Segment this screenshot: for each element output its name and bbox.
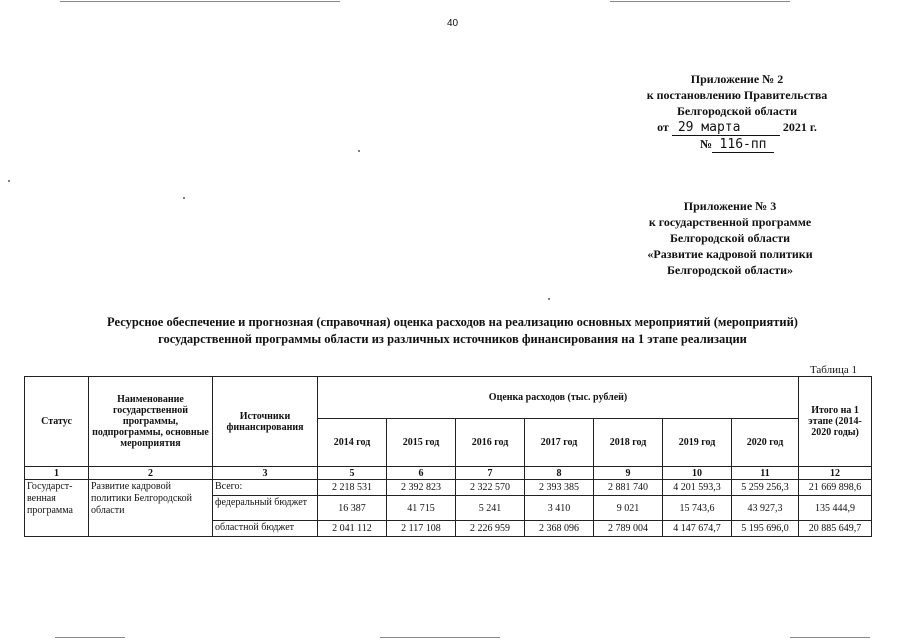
appendix-3-line: Белгородской области» <box>666 263 794 277</box>
handwritten-date: 29 марта <box>672 121 780 136</box>
header-year: 2018 год <box>594 419 663 467</box>
total-cell: 20 885 649,7 <box>799 521 872 537</box>
table-caption: Таблица 1 <box>809 364 857 376</box>
value-cell: 2 368 096 <box>525 521 594 537</box>
value-cell: 4 147 674,7 <box>663 521 732 537</box>
scan-speck <box>358 150 360 152</box>
appendix-2-title: Приложение № 2 <box>690 72 784 86</box>
value-cell: 43 927,3 <box>732 496 799 521</box>
appendix-3-line: к государственной программе <box>648 215 812 229</box>
value-cell: 2 041 112 <box>318 521 387 537</box>
header-status: Статус <box>25 377 89 467</box>
date-suffix: 2021 г. <box>782 120 817 134</box>
header-year: 2019 год <box>663 419 732 467</box>
value-cell: 2 881 740 <box>594 480 663 496</box>
value-cell: 3 410 <box>525 496 594 521</box>
table-row <box>25 480 872 496</box>
column-number: 1 <box>25 467 89 480</box>
number-prefix: № <box>699 137 713 151</box>
column-number: 11 <box>732 467 799 480</box>
value-cell: 16 387 <box>318 496 387 521</box>
value-cell: 41 715 <box>387 496 456 521</box>
column-number: 8 <box>525 467 594 480</box>
column-number: 12 <box>799 467 872 480</box>
budget-table <box>24 376 872 537</box>
header-year: 2014 год <box>318 419 387 467</box>
scan-artifact <box>790 637 870 638</box>
value-cell: 2 789 004 <box>594 521 663 537</box>
scan-artifact <box>55 637 125 638</box>
column-number: 7 <box>456 467 525 480</box>
value-cell: 5 195 696,0 <box>732 521 799 537</box>
scan-artifact <box>60 1 340 2</box>
header-year: 2017 год <box>525 419 594 467</box>
source-cell: областной бюджет <box>213 521 318 537</box>
value-cell: 2 117 108 <box>387 521 456 537</box>
appendix-2-line: Белгородской области <box>676 104 798 118</box>
appendix-2-block <box>597 71 877 153</box>
header-year: 2016 год <box>456 419 525 467</box>
scan-speck <box>183 197 185 199</box>
header-estimate: Оценка расходов (тыс. рублей) <box>318 377 799 419</box>
date-prefix: от <box>657 120 669 134</box>
value-cell: 2 322 570 <box>456 480 525 496</box>
appendix-3-line: «Развитие кадровой политики <box>647 247 813 261</box>
title-line-1: Ресурсное обеспечение и прогнозная (справочная) оценка расходов на реализацию основных мероприятий (мероприятий) <box>107 315 798 329</box>
program-name-cell: Развитие кадровой политики Белгородской области <box>89 480 213 537</box>
source-cell: федеральный бюджет <box>213 496 318 521</box>
scan-speck <box>548 298 550 300</box>
status-cell: Государст-венная программа <box>25 480 89 537</box>
value-cell: 2 392 823 <box>387 480 456 496</box>
value-cell: 9 021 <box>594 496 663 521</box>
value-cell: 5 241 <box>456 496 525 521</box>
value-cell: 2 218 531 <box>318 480 387 496</box>
value-cell: 15 743,6 <box>663 496 732 521</box>
value-cell: 2 393 385 <box>525 480 594 496</box>
value-cell: 5 259 256,3 <box>732 480 799 496</box>
column-number: 3 <box>213 467 318 480</box>
document-title <box>30 314 875 348</box>
handwritten-number: 116-пп <box>712 138 774 153</box>
scan-artifact <box>610 1 790 2</box>
header-sources: Источники финансирования <box>213 377 318 467</box>
column-number: 6 <box>387 467 456 480</box>
appendix-3-block <box>590 198 870 278</box>
appendix-2-number-line <box>597 136 877 153</box>
scan-artifact <box>380 637 500 638</box>
column-number: 9 <box>594 467 663 480</box>
appendix-2-date-line <box>597 119 877 136</box>
appendix-3-title: Приложение № 3 <box>683 199 777 213</box>
header-year: 2020 год <box>732 419 799 467</box>
total-cell: 21 669 898,6 <box>799 480 872 496</box>
appendix-3-line: Белгородской области <box>669 231 791 245</box>
appendix-2-line: к постановлению Правительства <box>646 88 828 102</box>
value-cell: 2 226 959 <box>456 521 525 537</box>
title-line-2: государственной программы области из различных источников финансирования на 1 этапе реализации <box>158 332 747 346</box>
page-number: 40 <box>446 18 459 29</box>
value-cell: 4 201 593,3 <box>663 480 732 496</box>
header-name: Наименование государственной программы, подпрограммы, основные мероприятия <box>89 377 213 467</box>
header-year: 2015 год <box>387 419 456 467</box>
column-number: 10 <box>663 467 732 480</box>
total-cell: 135 444,9 <box>799 496 872 521</box>
column-number: 5 <box>318 467 387 480</box>
header-total: Итого на 1 этапе (2014-2020 годы) <box>799 377 872 467</box>
source-cell: Всего: <box>213 480 318 496</box>
scan-speck <box>8 180 10 182</box>
column-number: 2 <box>89 467 213 480</box>
